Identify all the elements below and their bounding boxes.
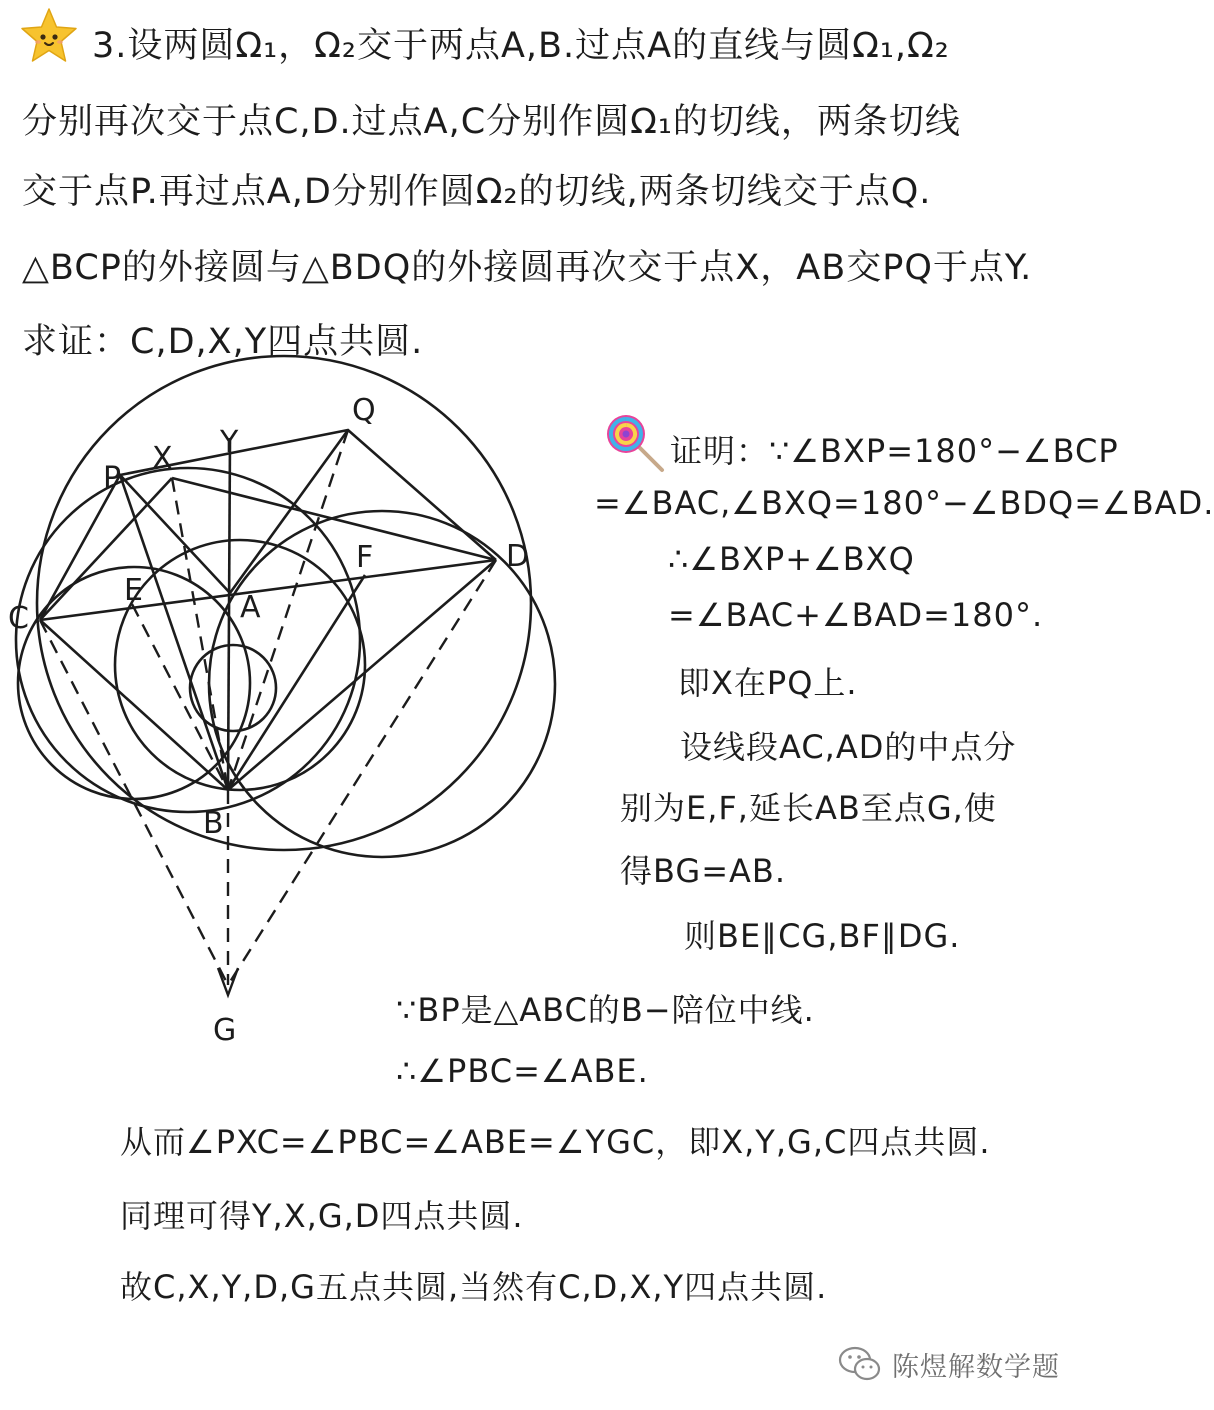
dashed-dg: [228, 560, 496, 985]
proof-line: 别为E,F,延长AB至点G,使: [620, 789, 997, 827]
watermark-text: 陈煜解数学题: [892, 1351, 1060, 1383]
label-e: E: [124, 573, 143, 608]
proof-line: =∠BAC+∠BAD=180°.: [668, 596, 1044, 634]
proof-line: 则BE∥CG,BF∥DG.: [684, 917, 961, 955]
circle-bcp: [16, 468, 360, 812]
lollipop-icon: [600, 412, 670, 474]
label-g: G: [213, 1013, 237, 1048]
wechat-icon: [838, 1345, 882, 1383]
circle-bdq: [37, 356, 531, 850]
label-p: P: [103, 461, 122, 496]
proof-line: 得BG=AB.: [620, 852, 787, 890]
line-pq: [120, 430, 496, 560]
proof-line: 即X在PQ上.: [678, 664, 858, 702]
line-yb: [228, 438, 230, 790]
proof-line: ∵BP是△ABC的B−陪位中线.: [396, 991, 815, 1029]
problem-line: 分别再次交于点C,D.过点A,C分别作圆Ω₁的切线，两条切线: [22, 102, 961, 142]
line-ad: [230, 430, 348, 593]
proof-line: =∠BAC,∠BXQ=180°−∠BDQ=∠BAD.: [594, 484, 1214, 522]
problem-line: 求证：C,D,X,Y四点共圆.: [22, 322, 424, 362]
problem-line: △BCP的外接圆与△BDQ的外接圆再次交于点X，AB交PQ于点Y.: [22, 248, 1033, 288]
proof-line: 故C,X,Y,D,G五点共圆,当然有C,D,X,Y四点共圆.: [120, 1268, 828, 1306]
label-q: Q: [352, 393, 376, 428]
problem-line: 3.设两圆Ω₁，Ω₂交于两点A,B.过点A的直线与圆Ω₁,Ω₂: [92, 26, 950, 66]
watermark: [838, 1342, 1060, 1386]
proof-line: 从而∠PXC=∠PBC=∠ABE=∠YGC，即X,Y,G,C四点共圆.: [120, 1123, 991, 1161]
label-y: Y: [220, 425, 239, 460]
proof-line: ∴∠BXP+∠BXQ: [668, 540, 915, 578]
proof-line: 证明：∵∠BXP=180°−∠BCP: [670, 432, 1119, 470]
proof-line: 同理可得Y,X,G,D四点共圆.: [120, 1197, 524, 1235]
problem-line: 交于点P.再过点A,D分别作圆Ω₂的切线,两条切线交于点Q.: [22, 172, 932, 212]
proof-line: 设线段AC,AD的中点分: [680, 728, 1017, 766]
dashed-eb: [132, 604, 228, 790]
label-b: B: [203, 806, 224, 841]
label-x: X: [152, 441, 173, 476]
label-a: A: [240, 590, 261, 625]
star-emoji-icon: [18, 6, 80, 68]
line-bd: [228, 560, 496, 790]
circle-omega2: [209, 511, 555, 857]
label-d: D: [506, 539, 530, 574]
proof-line: ∴∠PBC=∠ABE.: [396, 1052, 649, 1090]
geometry-figure: [0, 380, 580, 1060]
label-f: F: [356, 540, 374, 575]
label-c: C: [8, 601, 29, 636]
